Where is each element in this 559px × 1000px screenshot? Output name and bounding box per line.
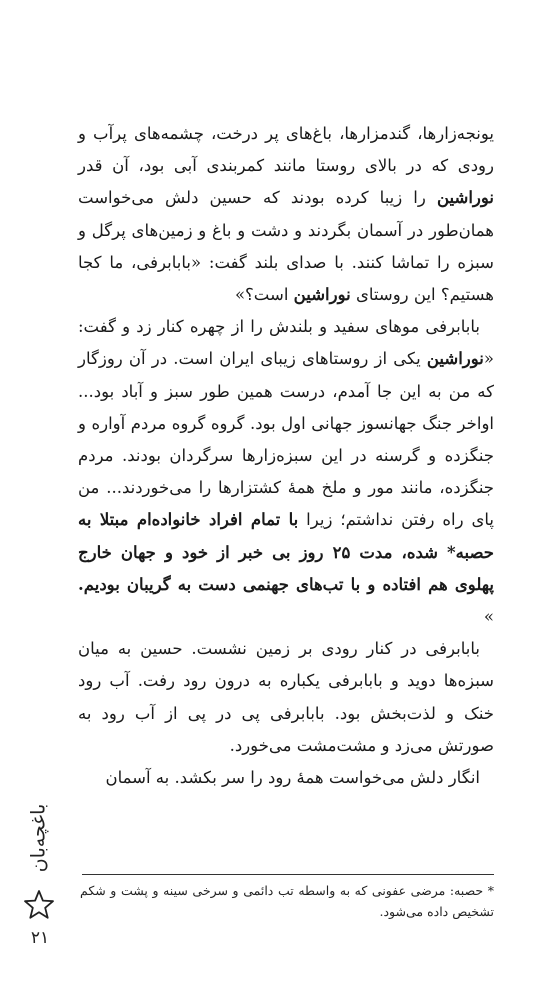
paragraph-1-text-start: یونجه‌زارها، گندمزارها، باغ‌های پر درخت، چشمه‌های پرآب و رودی که در بالای روستا مانند کمربندی آبی بود، آن قدر xyxy=(78,124,494,176)
running-title-text: باغچه‌بان xyxy=(27,803,49,873)
paragraph-2-text-mid: یکی از روستاهای زیبای ایران است. در آن روزگار که من به این جا آمدم، درست همین طور سبز و آباد بود... اواخر جنگ جهانسوز جهانی اول بود. گروه گروه مردم آواره و جنگزده و گرسنه در این سبزه‌زارها سرگردان بودند. مردم جنگزده، مانند مور و ملخ همهٔ کشتزارها را می‌خوردند... من پای راه رفتن نداشتم؛ زیرا xyxy=(78,349,494,530)
body-text xyxy=(78,118,494,794)
village-name-bold: نوراشین xyxy=(436,188,494,208)
paragraph-4-text: انگار دلش می‌خواست همهٔ رود را سر بکشد. به آسمان xyxy=(105,768,480,788)
paragraph-3 xyxy=(78,633,494,762)
star-outline-icon xyxy=(22,888,56,922)
page-number: ۲۱ xyxy=(30,928,50,948)
paragraph-1 xyxy=(78,118,494,311)
paragraph-1-text-mid: را زیبا کرده بودند که حسین دلش می‌خواست همان‌طور در آسمان بگردند و دشت و باغ و زمین‌های پرگل و سبزه را تماشا کنند. با صدای بلند گفت: «بابابرفی، ما کجا هستیم؟ این روستای xyxy=(78,188,494,305)
paragraph-2-bold-passage: با تمام افراد خانواده‌ام مبتلا به حصبه* شده، مدت ۲۵ روز بی خبر از خود و جهان خارج پهلوی هم افتاده و با تب‌های جهنمی دست به گریبان بودیم. xyxy=(78,510,495,594)
paragraph-3-text: بابابرفی در کنار رودی بر زمین نشست. حسین به میان سبزه‌ها دوید و بابابرفی یکباره به درون رود رفت. آب رود خنک و لذت‌بخش بود. بابابرفی پی در پی از آب رود به صورتش می‌زد و مشت‌مشت می‌خورد. xyxy=(78,639,494,755)
paragraph-2-text-end: » xyxy=(483,607,494,627)
paragraph-4 xyxy=(78,762,494,794)
footnote: * حصبه: مرضی عفونی که به واسطه تب دائمی و سرخی سینه و پشت و شکم تشخیص داده می‌شود. xyxy=(80,883,494,919)
paragraph-1-text-end: است؟» xyxy=(234,285,294,305)
footnote-divider xyxy=(82,874,494,875)
village-name-bold: نوراشین xyxy=(293,285,351,305)
running-title xyxy=(18,788,58,888)
paragraph-2-text-start: بابابرفی موهای سفید و بلندش را از چهره کنار زد و گفت: « xyxy=(78,317,494,369)
village-name-bold: نوراشین xyxy=(426,349,484,369)
paragraph-2 xyxy=(78,311,494,633)
